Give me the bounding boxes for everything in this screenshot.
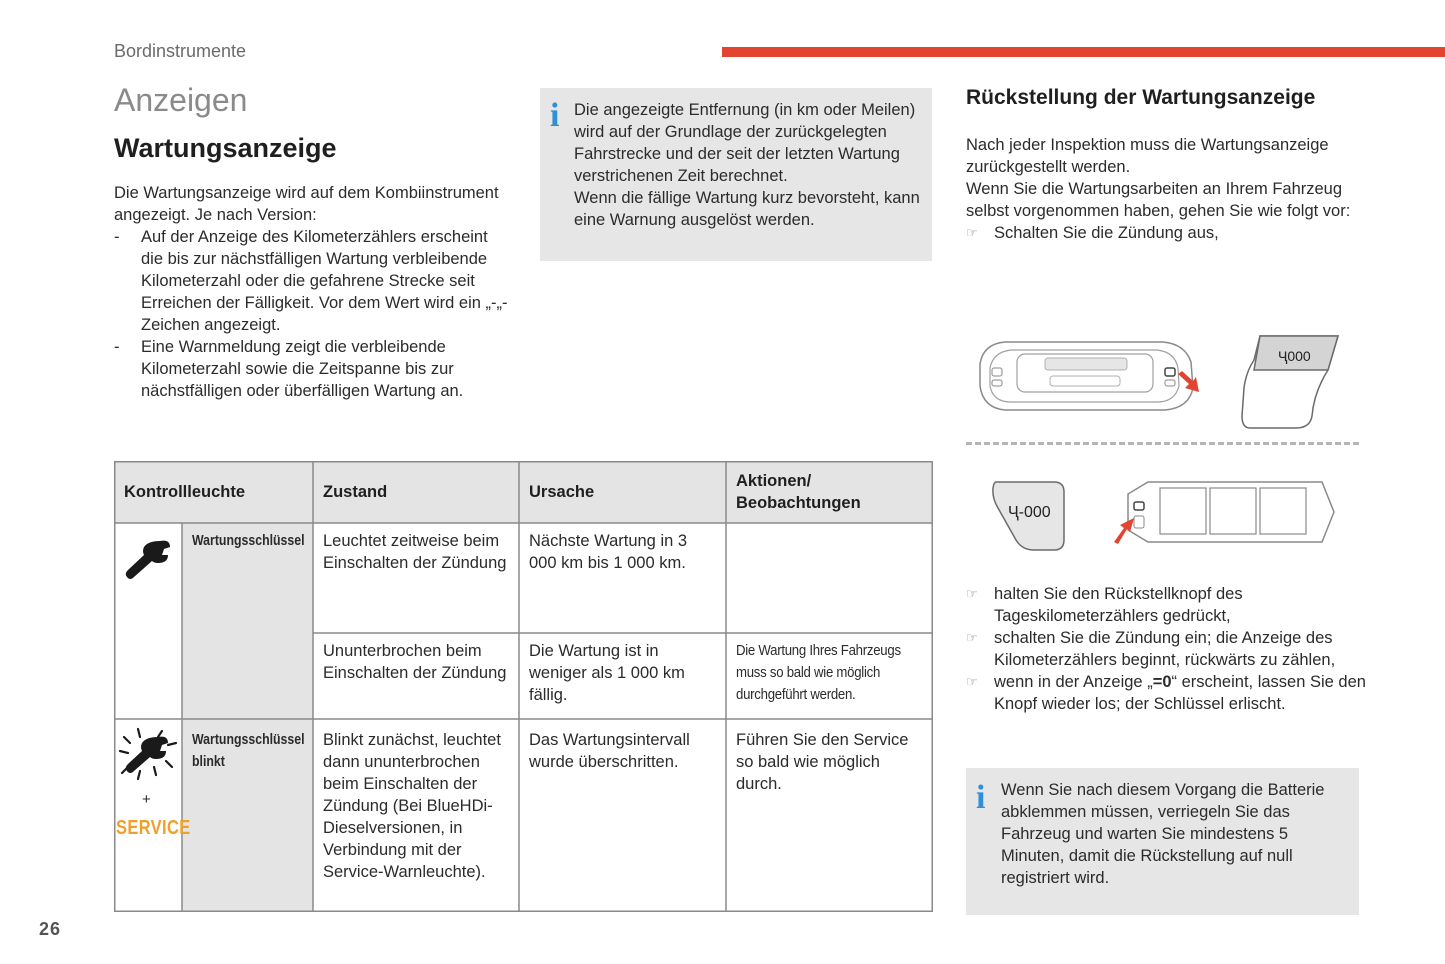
pointing-hand-icon: ☞ xyxy=(966,225,978,240)
light-label-line-1: Wartungsschlüssel xyxy=(192,732,305,748)
cell-aktionen-2: Führen Sie den Service so bald wie möglich durch. xyxy=(736,731,909,793)
info-text: Wenn Sie nach diesem Vorgang die Batterie abklemmen müssen, verriegeln Sie das Fahrzeug und warten Sie mindestens 5 Minuten, damit die Rückstellung auf null registriert wird. xyxy=(1001,781,1325,887)
cell-zustand-1b: Ununterbrochen beim Einschalten der Zündung xyxy=(323,642,507,682)
list-item-text: Auf der Anzeige des Kilometerzählers erscheint die bis zur nächstfälligen Wartung verbleibende Kilometerzahl oder die gefahrene Strecke seit Erreichen der Fälligkeit. Vor dem Wert wird ein „-„-Zeichen angezeigt. xyxy=(141,228,508,334)
list-item xyxy=(966,671,1366,715)
wrench-icon xyxy=(124,537,174,581)
page-number: 26 xyxy=(39,919,62,939)
column-header-ursache: Ursache xyxy=(529,483,595,501)
display-zoom-bottom xyxy=(990,478,1070,554)
display-value-bottom: Ҷ-000 xyxy=(1008,504,1051,521)
info-icon: i xyxy=(976,779,986,816)
step-text: Schalten Sie die Zündung aus, xyxy=(994,224,1219,242)
instrument-cluster-illustration xyxy=(975,336,1205,416)
cell-ursache-1b: Die Wartung ist in weniger als 1 000 km fällig. xyxy=(529,642,685,704)
display-zoom-top xyxy=(1240,332,1345,432)
list-dash: - xyxy=(114,228,120,246)
display-value-top: Ҷ000 xyxy=(1278,348,1311,364)
column-header-kontrollleuchte: Kontrollleuchte xyxy=(124,483,246,501)
cell-ursache-1a: Nächste Wartung in 3 000 km bis 1 000 km. xyxy=(529,532,688,572)
pointing-hand-icon: ☞ xyxy=(966,630,978,645)
reset-steps xyxy=(966,583,1366,715)
cell-ursache-2: Das Wartungsintervall wurde überschritten. xyxy=(529,731,690,771)
section-title: Wartungsanzeige xyxy=(114,133,337,163)
list-item-text: Eine Warnmeldung zeigt die verbleibende Kilometerzahl sowie die Zeitspanne bis zur nächstfälligen oder überfälligen Wartung an. xyxy=(141,338,464,400)
step-text-pre: wenn in der Anzeige „ xyxy=(994,673,1153,691)
version-list xyxy=(114,226,514,402)
section-label: Bordinstrumente xyxy=(114,41,247,61)
list-item xyxy=(966,627,1366,671)
column-header-zustand: Zustand xyxy=(323,483,388,501)
info-box-battery xyxy=(966,768,1359,915)
light-label-wrench-blinking xyxy=(192,729,305,773)
info-box-distance xyxy=(540,88,932,261)
header-accent-bar xyxy=(722,47,1445,57)
reset-intro-1: Nach jeder Inspektion muss die Wartungsanzeige zurückgestellt werden. xyxy=(966,136,1329,176)
plus-sign: + xyxy=(142,791,151,808)
info-text-1: Die angezeigte Entfernung (in km oder Meilen) wird auf der Grundlage der zurückgelegten Fahrstrecke und der seit der letzten Wartung verstrichenen Zeit berechnet. xyxy=(574,101,916,185)
step-text: schalten Sie die Zündung ein; die Anzeige des Kilometerzählers beginnt, rückwärts zu zählen, xyxy=(994,629,1336,669)
info-text-2: Wenn die fällige Wartung kurz bevorsteht, kann eine Warnung ausgelöst werden. xyxy=(574,189,920,229)
blinking-wrench-icon xyxy=(116,727,180,783)
reset-steps-first xyxy=(966,222,1366,244)
step-text: halten Sie den Rückstellknopf des Tageskilometerzählers gedrückt, xyxy=(994,585,1243,625)
intro-paragraph: Die Wartungsanzeige wird auf dem Kombiinstrument angezeigt. Je nach Version: xyxy=(114,184,499,224)
list-item xyxy=(114,226,514,336)
column-header-aktionen: Aktionen/ Beobachtungen xyxy=(736,472,861,512)
info-text xyxy=(574,99,930,231)
page-title: Anzeigen xyxy=(114,82,248,118)
reset-intro xyxy=(966,134,1366,222)
warning-light-table xyxy=(114,461,933,912)
step-text-bold: =0 xyxy=(1152,673,1172,691)
step-text-post: “ erscheint, lassen Sie den Knopf wieder los; der Schlüssel erlischt. xyxy=(994,673,1366,713)
service-warning-icon: SERVICE xyxy=(116,817,191,839)
list-item xyxy=(966,222,1366,244)
list-item xyxy=(966,583,1366,627)
reset-title: Rückstellung der Wartungsanzeige xyxy=(966,86,1316,109)
list-item xyxy=(114,336,514,402)
light-label-wrench: Wartungsschlüssel xyxy=(192,533,305,549)
reset-intro-2: Wenn Sie die Wartungsarbeiten an Ihrem Fahrzeug selbst vorgenommen haben, gehen Sie wie folgt vor: xyxy=(966,180,1351,220)
cell-zustand-2: Blinkt zunächst, leuchtet dann ununterbrochen beim Einschalten der Zündung (Bei BlueHDi-Dieselversionen, in Verbindung mit der Service-Warnleuchte). xyxy=(323,731,501,881)
pointing-hand-icon: ☞ xyxy=(966,674,978,689)
light-label-line-2: blinkt xyxy=(192,754,225,770)
cell-aktionen-1b: Die Wartung Ihres Fahrzeugs muss so bald wie möglich durchgeführt werden. xyxy=(736,642,901,703)
cell-zustand-1a: Leuchtet zeitweise beim Einschalten der Zündung xyxy=(323,532,507,572)
step-text xyxy=(994,673,1366,713)
info-icon: i xyxy=(550,97,560,134)
digital-cluster-illustration xyxy=(1110,478,1340,548)
pointing-hand-icon: ☞ xyxy=(966,586,978,601)
list-dash: - xyxy=(114,338,120,356)
divider-dashed xyxy=(966,442,1359,445)
